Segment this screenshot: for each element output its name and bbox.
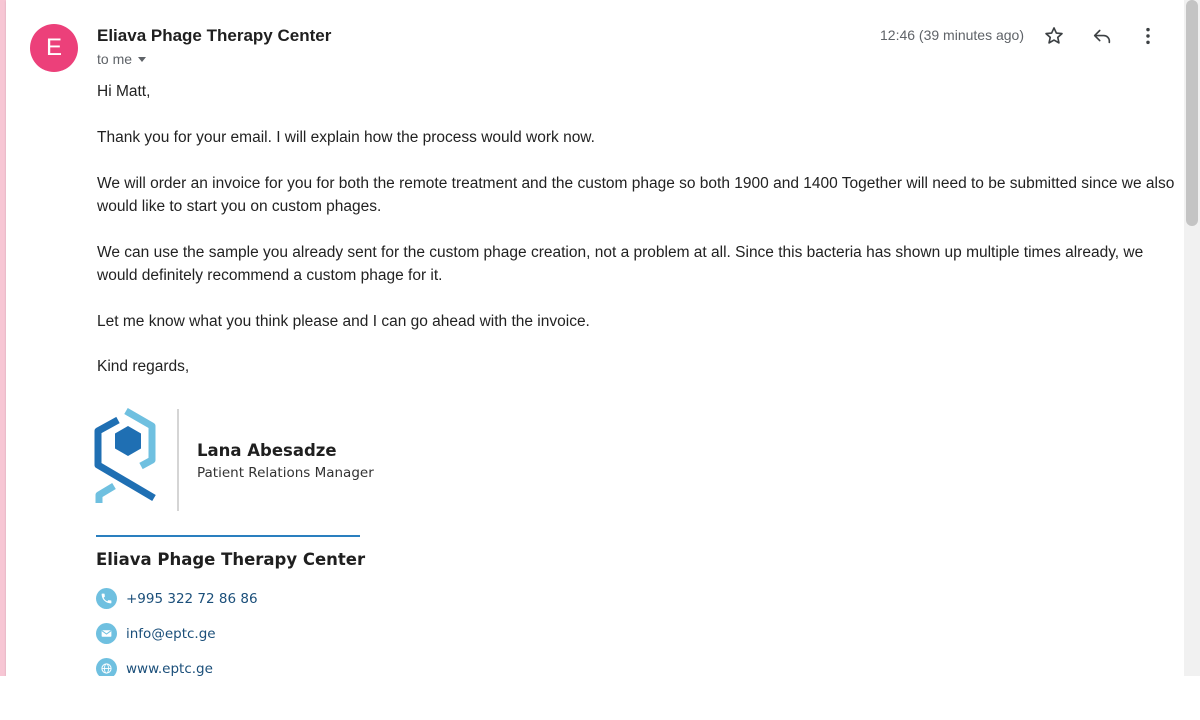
email-paragraph: We will order an invoice for you for both the remote treatment and the custom phage so both 1900 and 1400 Together will need to be submitted since we also would like to start you on custom phages. bbox=[97, 175, 1175, 215]
scrollbar-thumb[interactable] bbox=[1186, 0, 1198, 226]
signature-role: Patient Relations Manager bbox=[197, 465, 374, 481]
email-address[interactable]: info@eptc.ge bbox=[126, 625, 216, 642]
email-paragraph: Thank you for your email. I will explain how the process would work now. bbox=[97, 129, 595, 146]
email-message bbox=[6, 0, 1184, 676]
reply-icon[interactable] bbox=[1088, 22, 1116, 50]
page-bottom-area bbox=[0, 676, 1200, 720]
timestamp: 12:46 (39 minutes ago) bbox=[880, 27, 1024, 43]
phone-number[interactable]: +995 322 72 86 86 bbox=[126, 590, 258, 607]
email-greeting: Hi Matt, bbox=[97, 83, 151, 100]
phone-icon bbox=[96, 588, 117, 609]
more-vertical-icon[interactable] bbox=[1134, 22, 1162, 50]
globe-icon bbox=[96, 658, 117, 676]
email-closing: Kind regards, bbox=[97, 358, 190, 375]
website-link[interactable]: www.eptc.ge bbox=[126, 660, 213, 676]
sender-avatar[interactable]: E bbox=[30, 24, 78, 72]
signature-divider bbox=[177, 409, 179, 511]
contact-phone[interactable] bbox=[96, 588, 258, 609]
sender-name[interactable]: Eliava Phage Therapy Center bbox=[97, 26, 332, 45]
signature-organization: Eliava Phage Therapy Center bbox=[96, 550, 366, 569]
signature-rule bbox=[96, 535, 360, 537]
recipient-toggle[interactable] bbox=[97, 51, 146, 67]
recipient-label: to me bbox=[97, 51, 133, 67]
star-icon[interactable] bbox=[1040, 22, 1068, 50]
signature-name: Lana Abesadze bbox=[197, 441, 337, 460]
chevron-down-icon[interactable] bbox=[138, 57, 146, 62]
contact-email[interactable] bbox=[96, 623, 216, 644]
eptc-logo bbox=[94, 408, 162, 508]
email-paragraph: We can use the sample you already sent for the custom phage creation, not a problem at all. Since this bacteria has shown up multiple times already, we would definitely recommend a custom phage for it. bbox=[97, 244, 1144, 284]
envelope-icon bbox=[96, 623, 117, 644]
contact-website[interactable] bbox=[96, 658, 213, 676]
email-paragraph: Let me know what you think please and I can go ahead with the invoice. bbox=[97, 313, 590, 330]
